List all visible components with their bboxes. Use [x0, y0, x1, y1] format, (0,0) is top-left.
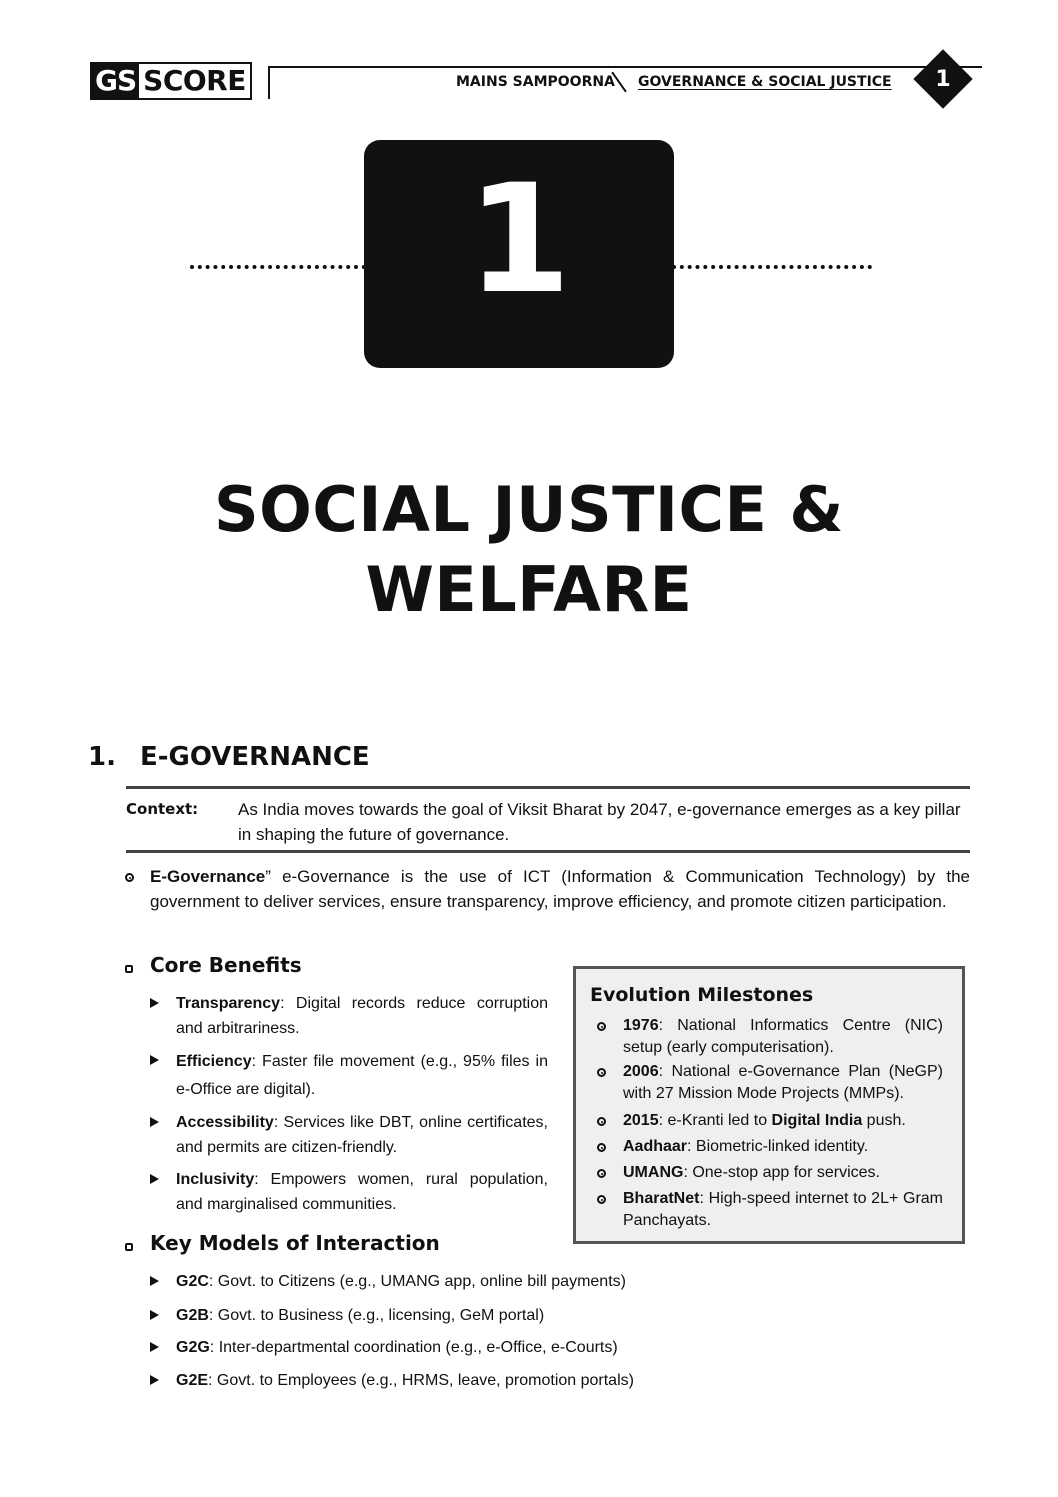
circle-bullet-icon	[125, 873, 134, 882]
definition-text: ” e-Governance is the use of ICT (Information & Communication Technology) by the government to deliver services, ensure transparency, improve efficiency, and promote citizen participation.	[150, 867, 970, 911]
subject-name: GOVERNANCE & SOCIAL JUSTICE	[638, 74, 892, 90]
arrow-bullet-icon	[150, 1310, 159, 1320]
model-text: : Govt. to Employees (e.g., HRMS, leave, promotion portals)	[208, 1372, 634, 1389]
chapter-number: 1	[466, 153, 572, 327]
header-rule	[270, 66, 982, 68]
circle-bullet-icon	[597, 1022, 606, 1031]
milestone-item	[623, 1110, 943, 1132]
benefit-item	[176, 991, 548, 1041]
milestone-text: push.	[862, 1112, 906, 1129]
milestone-term: 1976	[623, 1017, 659, 1034]
model-text: : Inter-departmental coordination (e.g., e-Office, e-Courts)	[209, 1339, 618, 1356]
chapter-title-line-1: SOCIAL JUSTICE &	[214, 473, 844, 546]
benefit-text: : Services like DBT, online certificates, and permits are citizen-friendly.	[176, 1114, 548, 1156]
model-item	[176, 1335, 736, 1360]
circle-bullet-icon	[597, 1195, 606, 1204]
circle-bullet-icon	[597, 1068, 606, 1077]
model-item	[176, 1368, 736, 1393]
circle-bullet-icon	[597, 1117, 606, 1126]
square-bullet-icon	[125, 965, 133, 973]
arrow-bullet-icon	[150, 1342, 159, 1352]
model-term: G2G	[176, 1339, 210, 1356]
benefit-item	[176, 1048, 548, 1104]
brand-logo	[90, 62, 252, 100]
benefit-term: Transparency	[176, 995, 281, 1012]
chapter-title	[0, 470, 1058, 630]
series-name: MAINS SAMPOORNA	[456, 74, 615, 90]
benefit-term: Inclusivity	[176, 1171, 255, 1188]
milestone-text: : One-stop app for services.	[683, 1164, 880, 1181]
circle-bullet-icon	[597, 1143, 606, 1152]
milestone-text: : National Informatics Centre (NIC) setup (early computerisation).	[623, 1017, 943, 1056]
milestone-term: 2006	[623, 1063, 659, 1080]
milestone-term: Aadhaar	[623, 1138, 688, 1155]
header-divider	[268, 66, 270, 99]
milestone-item	[623, 1188, 943, 1232]
milestone-text: : e-Kranti led to	[658, 1112, 772, 1129]
benefit-text: : Empowers women, rural population, and marginalised communities.	[176, 1171, 548, 1213]
benefit-term: Efficiency	[176, 1053, 252, 1070]
chapter-title-line-2: WELFARE	[365, 553, 693, 626]
arrow-bullet-icon	[150, 1276, 159, 1286]
arrow-bullet-icon	[150, 1174, 159, 1184]
dotted-rule-right	[672, 265, 872, 269]
arrow-bullet-icon	[150, 1117, 159, 1127]
logo-score: SCORE	[143, 64, 246, 97]
logo-gs: GS	[92, 64, 139, 98]
milestone-text: : High-speed internet to 2L+ Gram Panchayats.	[623, 1190, 943, 1229]
model-term: G2B	[176, 1307, 209, 1324]
benefit-item	[176, 1167, 548, 1217]
square-bullet-icon	[125, 1243, 133, 1251]
milestone-item	[623, 1136, 943, 1158]
arrow-bullet-icon	[150, 1055, 159, 1065]
milestone-item	[623, 1061, 943, 1105]
milestone-term: 2015	[623, 1112, 659, 1129]
model-term: G2E	[176, 1372, 209, 1389]
section-number: 1.	[88, 742, 116, 772]
milestone-item	[623, 1015, 943, 1059]
context-label: Context:	[126, 800, 199, 818]
arrow-bullet-icon	[150, 1375, 159, 1385]
model-item	[176, 1303, 736, 1328]
model-term: G2C	[176, 1273, 209, 1290]
milestone-term: BharatNet	[623, 1190, 700, 1207]
milestone-term: Digital India	[771, 1112, 863, 1129]
context-rule-bottom	[126, 850, 970, 853]
arrow-bullet-icon	[150, 998, 159, 1008]
definition-paragraph	[150, 864, 970, 914]
circle-bullet-icon	[597, 1169, 606, 1178]
milestones-heading: Evolution Milestones	[590, 984, 814, 1006]
section-title: E-GOVERNANCE	[140, 742, 370, 772]
benefit-item	[176, 1110, 548, 1160]
benefit-text: : Digital records reduce corruption and arbitrariness.	[176, 995, 548, 1037]
context-rule-top	[126, 786, 970, 789]
benefit-text: : Faster file movement (e.g., 95% files in e-Office are digital).	[176, 1053, 548, 1098]
context-text: As India moves towards the goal of Viksit Bharat by 2047, e-governance emerges as a key pillar in shaping the future of governance.	[238, 800, 961, 844]
page-number: 1	[935, 67, 951, 92]
models-heading: Key Models of Interaction	[150, 1231, 440, 1255]
milestone-text: : Biometric-linked identity.	[687, 1138, 869, 1155]
benefit-term: Accessibility	[176, 1114, 274, 1131]
core-benefits-heading: Core Benefits	[150, 953, 302, 977]
definition-term: E-Governance	[150, 867, 266, 886]
milestone-item	[623, 1162, 943, 1184]
model-item	[176, 1269, 736, 1294]
milestone-term: UMANG	[623, 1164, 684, 1181]
dotted-rule-left	[190, 265, 366, 269]
milestone-text: : National e-Governance Plan (NeGP) with 27 Mission Mode Projects (MMPs).	[623, 1063, 943, 1102]
model-text: : Govt. to Business (e.g., licensing, GeM portal)	[208, 1307, 545, 1324]
model-text: : Govt. to Citizens (e.g., UMANG app, online bill payments)	[208, 1273, 626, 1290]
